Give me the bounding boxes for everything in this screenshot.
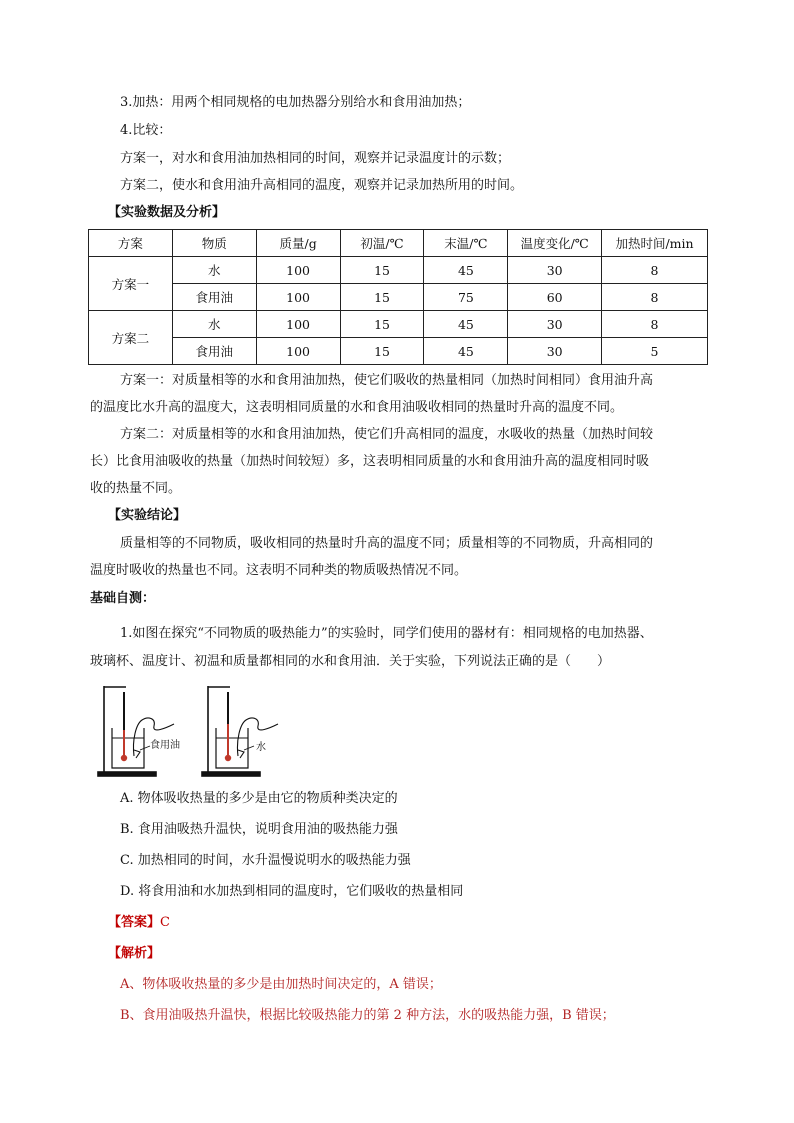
table-header-row bbox=[89, 230, 708, 257]
data-heading: 【实验数据及分析】 bbox=[108, 205, 226, 220]
question-line-1: 1.如图在探究“不同物质的吸热能力”的实验时，同学们使用的器材有：相同规格的电加热器、 bbox=[120, 626, 653, 641]
option-c: C. 加热相同的时间，水升温慢说明水的吸热能力强 bbox=[120, 853, 411, 868]
table-cell: 30 bbox=[508, 257, 602, 284]
table-cell: 食用油 bbox=[172, 284, 256, 311]
figure-label-water: 水 bbox=[256, 742, 266, 753]
table-cell: 水 bbox=[172, 257, 256, 284]
data-table bbox=[88, 229, 708, 365]
answer-line bbox=[108, 913, 170, 933]
apparatus-figure bbox=[96, 680, 316, 780]
conclusion-heading: 【实验结论】 bbox=[108, 508, 187, 523]
option-b: B. 食用油吸热升温快，说明食用油的吸热能力强 bbox=[120, 822, 398, 837]
analysis-2-line-3: 收的热量不同。 bbox=[90, 481, 182, 496]
step-4: 4.比较： bbox=[120, 123, 172, 138]
option-a: A. 物体吸收热量的多少是由它的物质种类决定的 bbox=[120, 791, 398, 806]
header-cell: 方案 bbox=[89, 230, 173, 257]
explanation-a: A、物体吸收热量的多少是由加热时间决定的，A 错误； bbox=[120, 977, 442, 992]
table-cell: 8 bbox=[602, 284, 708, 311]
header-cell: 加热时间/min bbox=[602, 230, 708, 257]
table-cell: 100 bbox=[256, 311, 340, 338]
step-3: 3.加热：用两个相同规格的电加热器分别给水和食用油加热； bbox=[120, 95, 471, 110]
table-cell: 15 bbox=[340, 284, 424, 311]
analysis-2-line-1: 方案二：对质量相等的水和食用油加热，使它们升高相同的温度，水吸收的热量（加热时间较 bbox=[120, 427, 654, 442]
option-d: D. 将食用油和水加热到相同的温度时，它们吸收的热量相同 bbox=[120, 884, 464, 899]
self-test-heading: 基础自测： bbox=[90, 591, 156, 606]
table-cell: 15 bbox=[340, 311, 424, 338]
figure-label-oil: 食用油 bbox=[150, 740, 180, 751]
answer-value: C bbox=[160, 915, 170, 930]
table-cell: 100 bbox=[256, 284, 340, 311]
table-cell: 30 bbox=[508, 311, 602, 338]
conclusion-line-2: 温度时吸收的热量也不同。这表明不同种类的物质吸热情况不同。 bbox=[90, 563, 468, 578]
plan-2-text: 方案二，使水和食用油升高相同的温度，观察并记录加热所用的时间。 bbox=[120, 178, 524, 193]
table-cell: 8 bbox=[602, 257, 708, 284]
table-cell: 45 bbox=[424, 257, 508, 284]
answer-tag: 【答案】 bbox=[108, 915, 161, 930]
table-cell: 水 bbox=[172, 311, 256, 338]
analysis-2-line-2: 长）比食用油吸收的热量（加热时间较短）多，这表明相同质量的水和食用油升高的温度相同时吸 bbox=[90, 454, 650, 469]
table-cell: 45 bbox=[424, 311, 508, 338]
explanation-tag: 【解析】 bbox=[108, 946, 161, 961]
header-cell: 温度变化/℃ bbox=[508, 230, 602, 257]
table-cell: 30 bbox=[508, 338, 602, 365]
table-cell: 100 bbox=[256, 257, 340, 284]
table-cell: 15 bbox=[340, 257, 424, 284]
question-line-2: 玻璃杯、温度计、初温和质量都相同的水和食用油．关于实验，下列说法正确的是（ ） bbox=[90, 654, 611, 669]
header-cell: 物质 bbox=[172, 230, 256, 257]
plan-1-text: 方案一，对水和食用油加热相同的时间，观察并记录温度计的示数； bbox=[120, 151, 511, 166]
analysis-1-line-2: 的温度比水升高的温度大，这表明相同质量的水和食用油吸收相同的热量时升高的温度不同。 bbox=[90, 400, 624, 415]
table-cell: 100 bbox=[256, 338, 340, 365]
table-cell: 8 bbox=[602, 311, 708, 338]
table-row bbox=[89, 311, 708, 338]
table-cell: 60 bbox=[508, 284, 602, 311]
table-cell: 75 bbox=[424, 284, 508, 311]
table-row bbox=[89, 284, 708, 311]
conclusion-line-1: 质量相等的不同物质，吸收相同的热量时升高的温度不同；质量相等的不同物质，升高相同的 bbox=[120, 536, 654, 551]
table-cell: 15 bbox=[340, 338, 424, 365]
table-cell: 45 bbox=[424, 338, 508, 365]
plan-label-cell: 方案一 bbox=[89, 257, 173, 311]
header-cell: 质量/g bbox=[256, 230, 340, 257]
table-cell: 食用油 bbox=[172, 338, 256, 365]
plan-label-cell: 方案二 bbox=[89, 311, 173, 365]
analysis-1-line-1: 方案一：对质量相等的水和食用油加热，使它们吸收的热量相同（加热时间相同）食用油升高 bbox=[120, 373, 654, 388]
explanation-b: B、食用油吸热升温快，根据比较吸热能力的第 2 种方法，水的吸热能力强，B 错误； bbox=[120, 1008, 615, 1023]
header-cell: 末温/℃ bbox=[424, 230, 508, 257]
header-cell: 初温/℃ bbox=[340, 230, 424, 257]
apparatus-oil bbox=[98, 686, 174, 776]
table-row bbox=[89, 257, 708, 284]
table-cell: 5 bbox=[602, 338, 708, 365]
table-row bbox=[89, 338, 708, 365]
apparatus-water bbox=[202, 686, 278, 776]
